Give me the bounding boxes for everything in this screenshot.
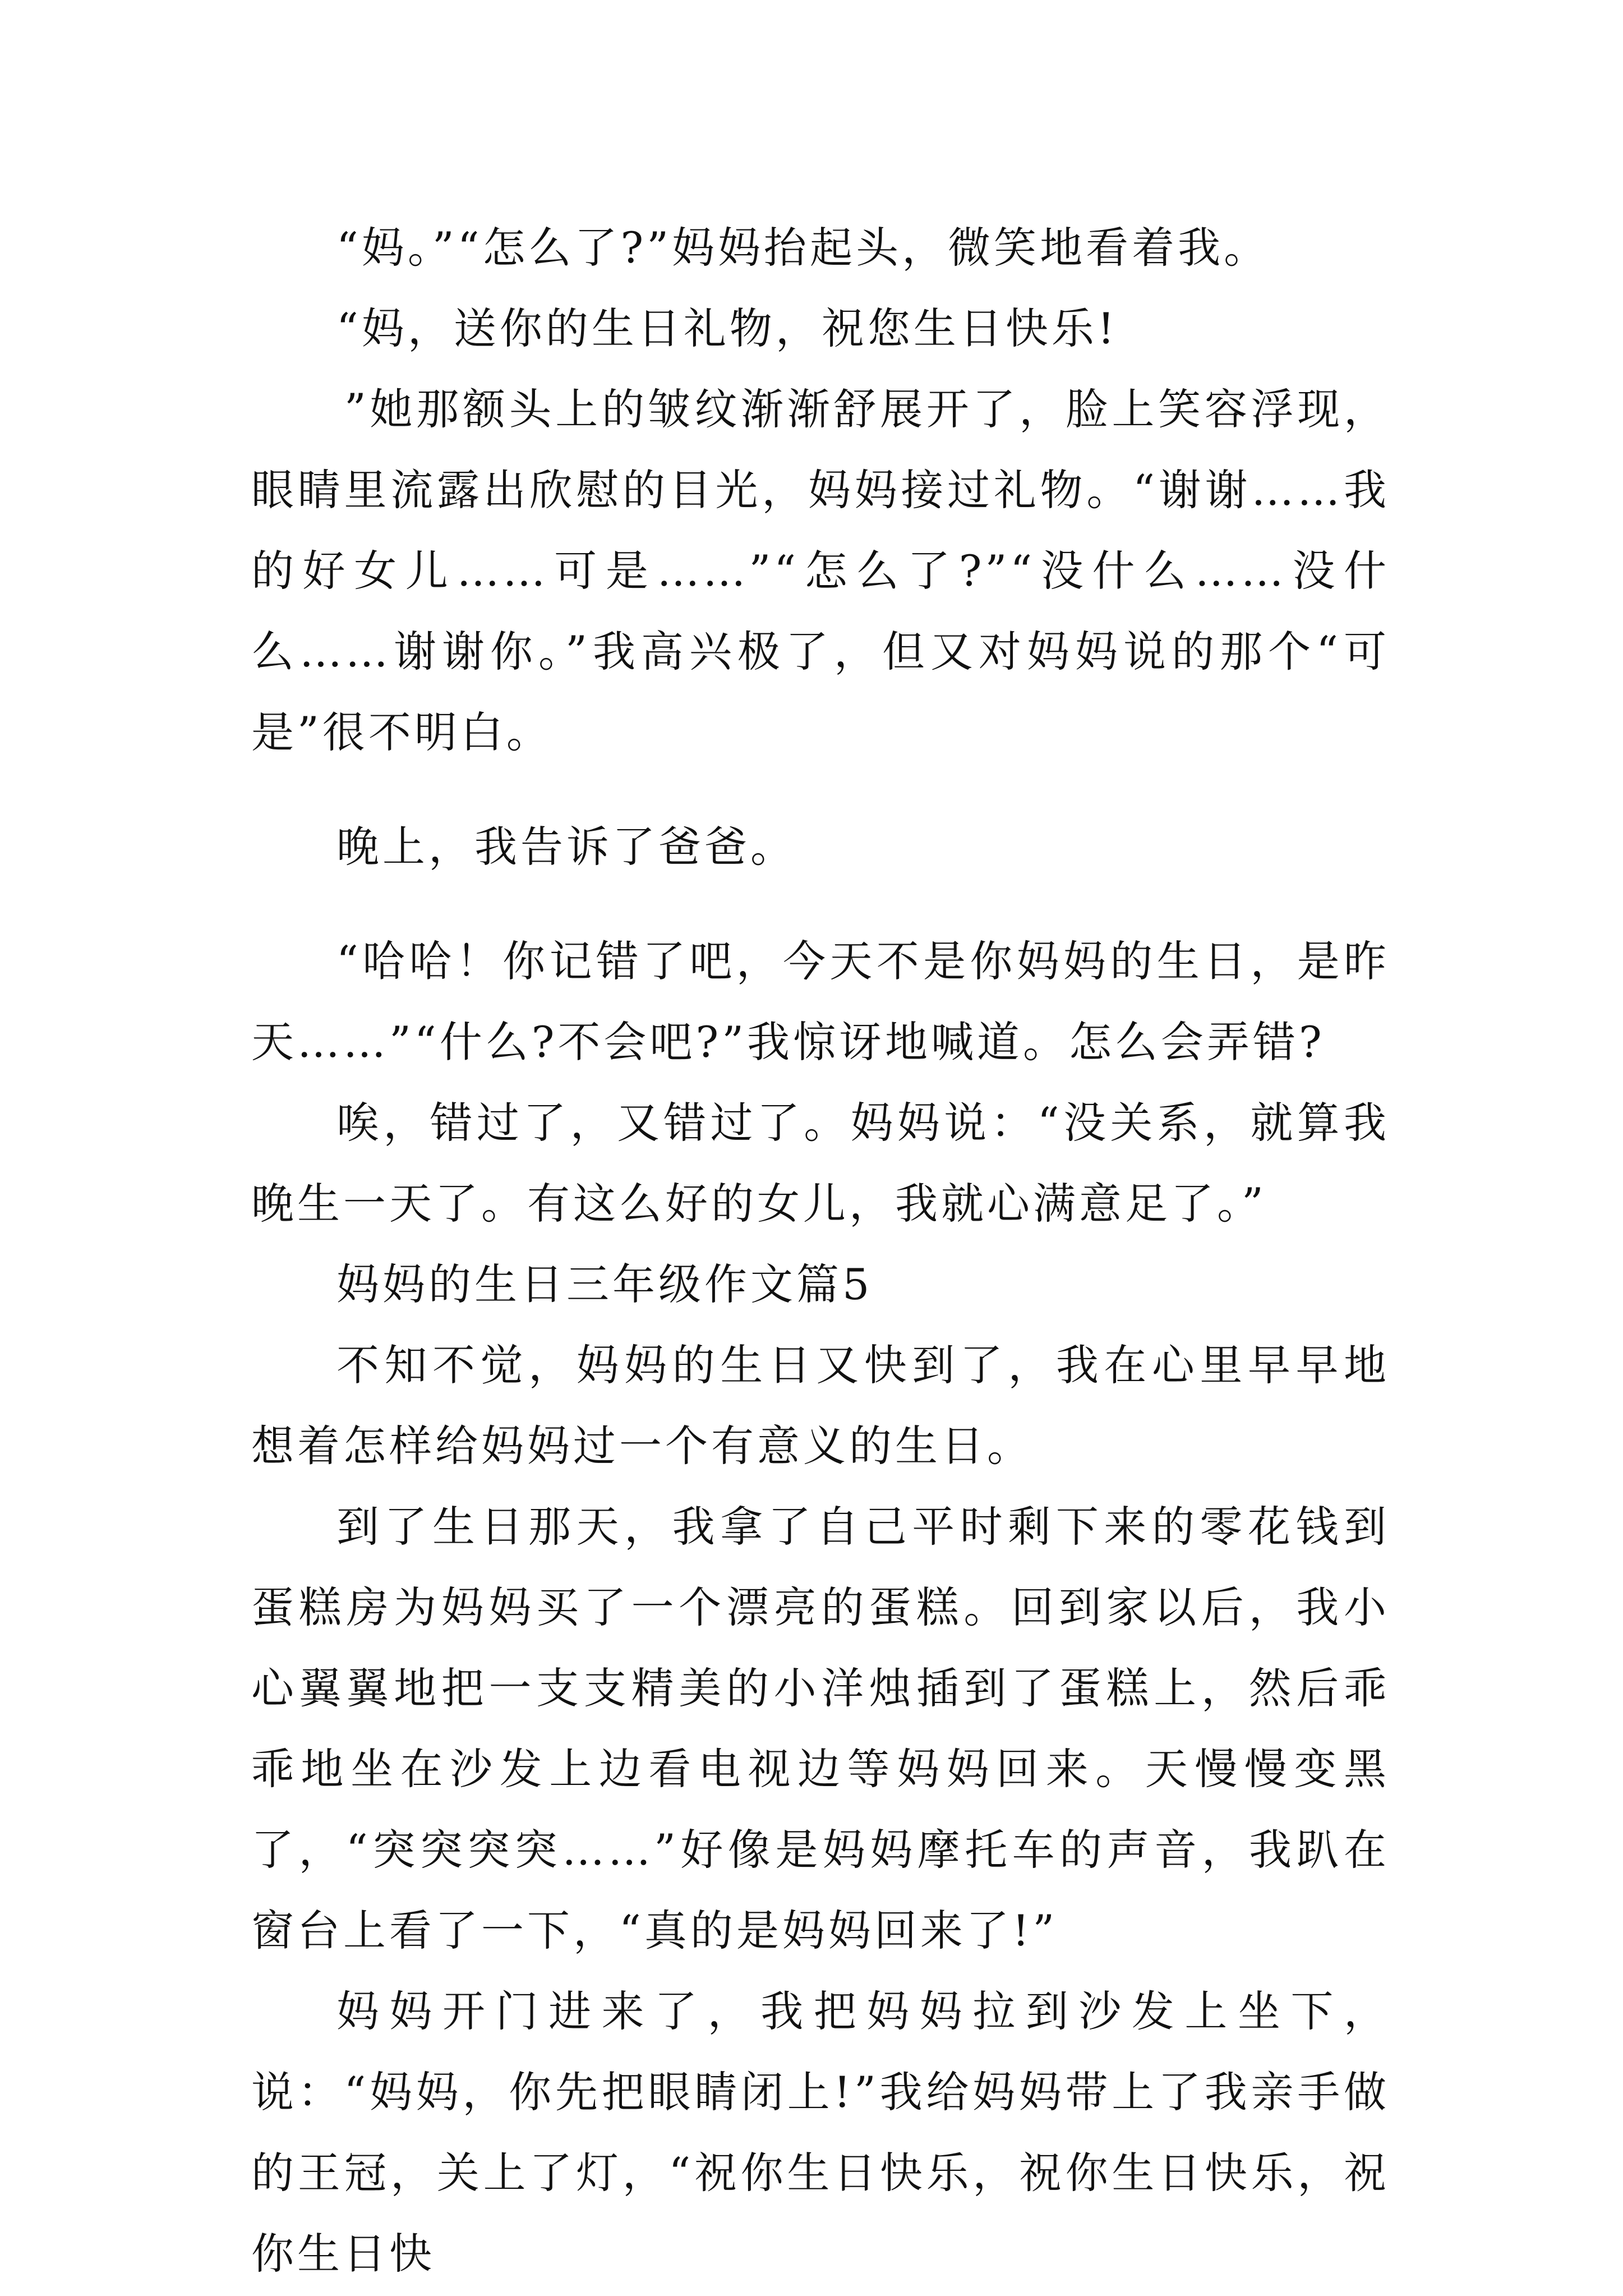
paragraph-5: “哈哈！你记错了吧，今天不是你妈妈的生日，是昨天……”“什么?不会吧?”我惊讶地喊道。怎么会弄错? [251, 936, 1390, 1067]
paragraph-8: 到了生日那天，我拿了自己平时剩下来的零花钱到蛋糕房为妈妈买了一个漂亮的蛋糕。回到家以后，我小心翼翼地把一支支精美的小洋烛插到了蛋糕上，然后乖乖地坐在沙发上边看电视边等妈妈回来。天慢慢变黑了，“突突突突……”好像是妈妈摩托车的声音，我趴在窗台上看了一下，“真的是妈妈回来了!” [251, 1502, 1390, 1955]
paragraph-4: 晚上，我告诉了爸爸。 [336, 822, 796, 872]
paragraph-6: 唉，错过了，又错过了。妈妈说：“没关系，就算我晚生一天了。有这么好的女儿，我就心满意足了。” [251, 1098, 1390, 1228]
paragraph-3: ”她那额头上的皱纹渐渐舒展开了，脸上笑容浮现，眼睛里流露出欣慰的目光，妈妈接过礼物。“谢谢……我的好女儿……可是……”“怎么了?”“没什么……没什么……谢谢你。”我高兴极了，但又对妈妈说的那个“可是”很不明白。 [251, 384, 1390, 757]
paragraph-2: “妈，送你的生日礼物，祝您生日快乐! [336, 303, 1118, 353]
paragraph-1: “妈。”“怎么了?”妈妈抬起头，微笑地看着我。 [336, 223, 1270, 273]
paragraph-9: 妈妈开门进来了，我把妈妈拉到沙发上坐下，说：“妈妈，你先把眼睛闭上!”我给妈妈带上了我亲手做的王冠，关上了灯，“祝你生日快乐，祝你生日快乐，祝你生日快 [251, 1986, 1390, 2279]
paragraph-7: 不知不觉，妈妈的生日又快到了，我在心里早早地想着怎样给妈妈过一个有意义的生日。 [251, 1340, 1390, 1471]
section-heading: 妈妈的生日三年级作文篇5 [336, 1259, 873, 1309]
article-body [251, 208, 1390, 2294]
